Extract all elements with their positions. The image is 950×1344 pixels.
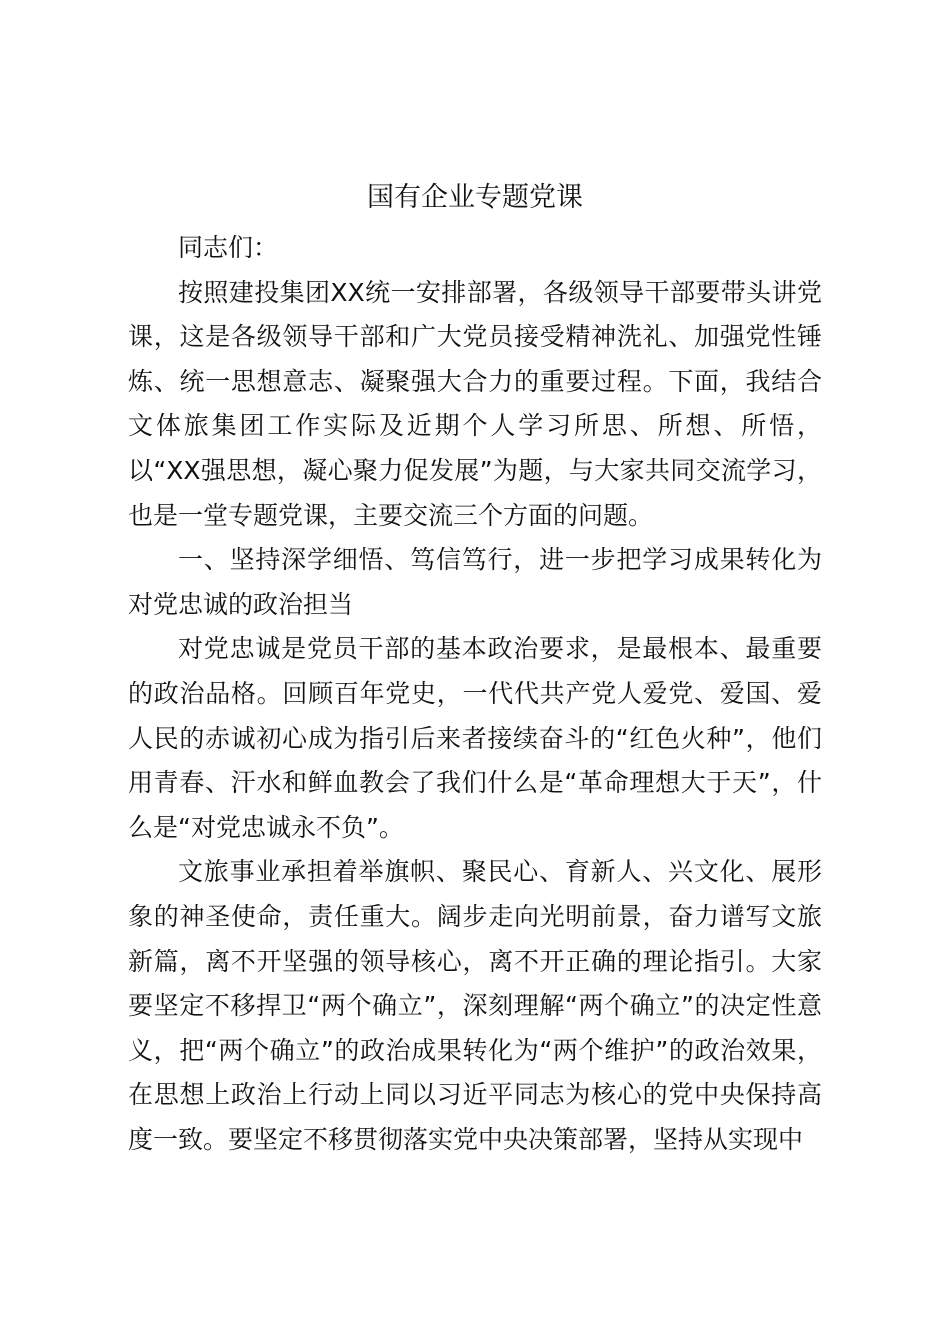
section-heading-1: 一、坚持深学细悟、笃信笃行，进一步把学习成果转化为对党忠诚的政治担当 [128,545,822,619]
paragraph-mission: 文旅事业承担着举旗帜、聚民心、育新人、兴文化、展形象的神圣使命，责任重大。阔步走向光明前景，奋力谱写文旅新篇，离不开坚强的领导核心，离不开正确的理论指引。大家要坚定不移捍卫“两个确立”，深刻理解“两个确立”的决定性意义，把“两个确立”的政治成果转化为“两个维护”的政治效果，在思想上政治上行动上同以习近平同志为核心的党中央保持高度一致。要坚定不移贯彻落实党中央决策部署，坚持从实现中 [128,857,822,1154]
document-body [128,226,822,1162]
paragraph-loyalty: 对党忠诚是党员干部的基本政治要求，是最根本、最重要的政治品格。回顾百年党史，一代代共产党人爱党、爱国、爱人民的赤诚初心成为指引后来者接续奋斗的“红色火种”，他们用青春、汗水和鲜血教会了我们什么是“革命理想大于天”，什么是“对党忠诚永不负”。 [128,634,822,842]
paragraph-intro: 按照建投集团XX统一安排部署，各级领导干部要带头讲党课，这是各级领导干部和广大党员接受精神洗礼、加强党性锤炼、统一思想意志、凝聚强大合力的重要过程。下面，我结合文体旅集团工作实际及近期个人学习所思、所想、所悟，以“XX强思想，凝心聚力促发展”为题，与大家共同交流学习，也是一堂专题党课，主要交流三个方面的问题。 [128,277,822,530]
document-title: 国有企业专题党课 [367,182,583,213]
salutation: 同志们： [178,233,279,262]
